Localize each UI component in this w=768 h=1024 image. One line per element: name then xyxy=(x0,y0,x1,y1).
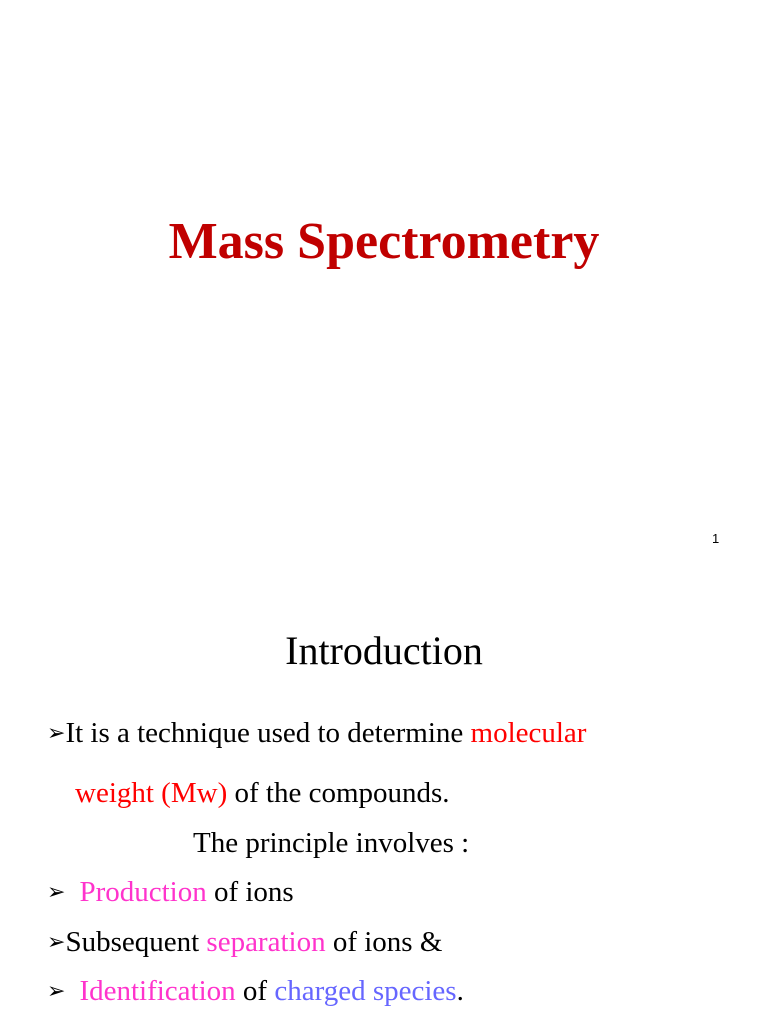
line-text: It is a technique used to determine xyxy=(65,717,471,749)
arrow-bullet-icon: ➢ xyxy=(47,880,66,905)
slide-title: Mass Spectrometry xyxy=(168,213,600,270)
line-text: Subsequent xyxy=(65,926,207,958)
highlight-separation: separation xyxy=(206,926,326,958)
page-number: 1 xyxy=(712,531,720,546)
highlight-production: Production xyxy=(79,876,207,908)
line-text: of xyxy=(235,975,275,1007)
arrow-bullet-icon: ➢ xyxy=(47,721,66,746)
line-principle: The principle involves : xyxy=(193,827,470,859)
line-text: . xyxy=(456,975,464,1007)
bullet-line-production xyxy=(47,874,294,911)
highlight-charged-species: charged species xyxy=(274,975,457,1007)
line-text: of ions & xyxy=(325,926,443,958)
line-text: of ions xyxy=(206,876,294,908)
section-heading: Introduction xyxy=(285,628,483,673)
line-text: of the compounds. xyxy=(227,777,450,809)
arrow-bullet-icon: ➢ xyxy=(47,930,66,955)
bullet-line-identification xyxy=(47,973,464,1010)
arrow-bullet-icon: ➢ xyxy=(47,979,66,1004)
line-molecular-weight xyxy=(75,775,450,811)
highlight-weight: weight (Mw) xyxy=(75,777,228,809)
highlight-molecular: molecular xyxy=(470,717,587,749)
highlight-identification: Identification xyxy=(79,975,236,1007)
bullet-line-separation xyxy=(47,924,442,961)
bullet-line-technique xyxy=(47,715,586,752)
